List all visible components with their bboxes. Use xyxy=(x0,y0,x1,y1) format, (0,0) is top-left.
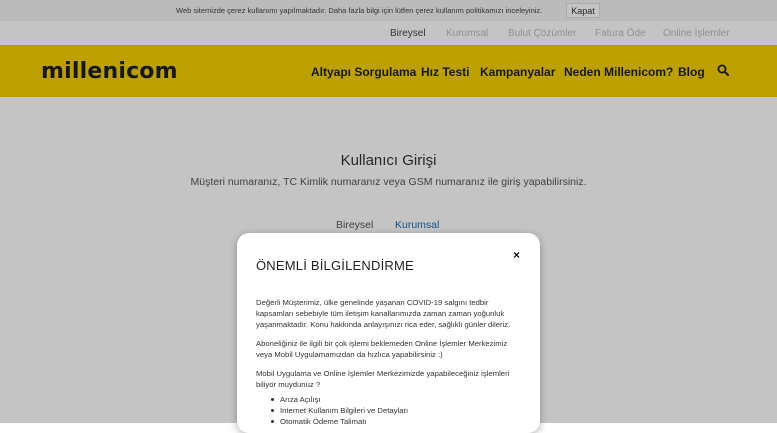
nav-altyapi-sorgulama[interactable]: Altyapı Sorgulama xyxy=(311,65,417,79)
topnav-online-islemler[interactable]: Online İşlemler xyxy=(663,28,730,39)
modal-list-item: Otomatik Ödeme Talimatı xyxy=(280,417,367,426)
modal-paragraph-3: Mobil Uygulama ve Online İşlemler Merkezimizde yapabileceğiniz işlemleri biliyor muydunuz ? xyxy=(256,369,510,389)
topnav-bulut-cozumler[interactable]: Bulut Çözümler xyxy=(508,28,577,39)
nav-blog[interactable]: Blog xyxy=(678,65,705,79)
tab-kurumsal[interactable]: Kurumsal xyxy=(395,219,440,231)
cookie-text: Web sitemizde çerez kullanımı yapılmaktadır. Daha fazla bilgi için lütfen çerez kullanım politikamızı inceleyiniz. xyxy=(176,6,543,15)
topnav-bireysel[interactable]: Bireysel xyxy=(390,28,426,39)
nav-neden-millenicom[interactable]: Neden Millenicom? xyxy=(564,65,674,79)
page-subtitle: Müşteri numaranız, TC Kimlik numaranız veya GSM numaranız ile giriş yapabilirsiniz. xyxy=(190,176,587,188)
modal-list-item: Arıza Açılışı xyxy=(280,395,321,404)
millenicom-logo[interactable]: millenicom xyxy=(41,59,178,84)
modal-list-item: İnternet Kullanım Bilgileri ve Detayları xyxy=(280,406,409,415)
modal-paragraph-1: Değerli Müşterimiz, ülke genelinde yaşanan COVID-19 salgını tedbir kapsamları sebebiyle tüm iletişim kanallarımızda zaman zaman yoğunluk yaşanmaktadır. Konu hakkında anlayışınızı rica eder, sağlıklı günler dileriz. xyxy=(256,298,511,329)
page-title: Kullanıcı Girişi xyxy=(340,152,437,169)
close-icon[interactable]: × xyxy=(513,248,521,262)
info-modal xyxy=(237,233,540,433)
nav-kampanyalar[interactable]: Kampanyalar xyxy=(480,65,556,79)
modal-paragraph-2: Aboneliğiniz ile ilgili bir çok işlemi beklemeden Online İşlemler Merkezimiz veya Mobil Uygulamamızdan da hızlıca yapabilirsiniz :) xyxy=(256,339,508,359)
tab-bireysel[interactable]: Bireysel xyxy=(336,219,374,231)
modal-title: ÖNEMLİ BİLGİLENDİRME xyxy=(256,258,414,273)
topnav-fatura-ode[interactable]: Fatura Öde xyxy=(595,28,646,39)
cookie-close-button[interactable]: Kapat xyxy=(566,3,600,18)
nav-hiz-testi[interactable]: Hız Testi xyxy=(421,65,470,79)
topnav-kurumsal[interactable]: Kurumsal xyxy=(446,28,489,39)
